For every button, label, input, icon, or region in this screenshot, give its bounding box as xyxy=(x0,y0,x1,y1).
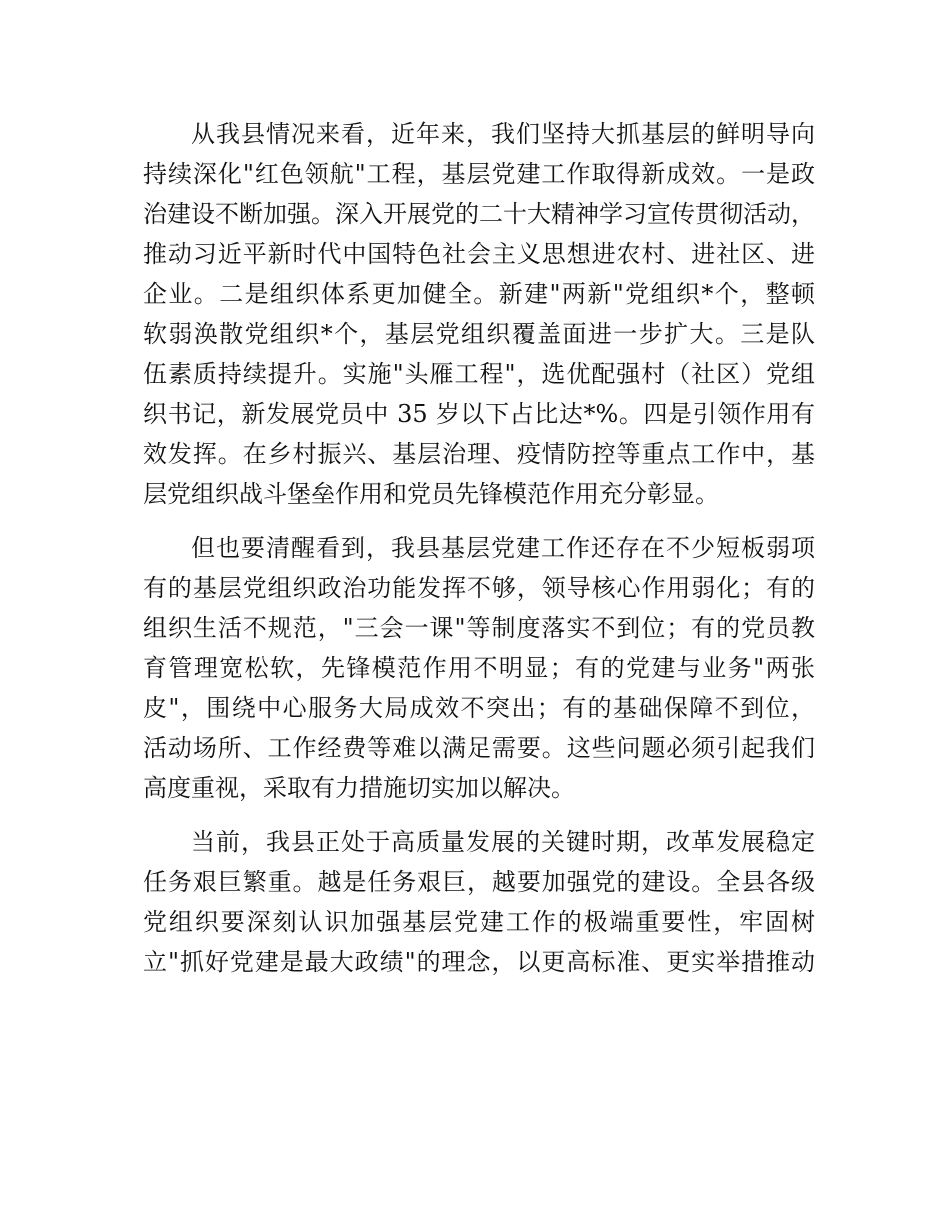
text-line: 企业。二是组织体系更加健全。新建"两新"党组织*个，整顿 xyxy=(143,280,815,308)
text-line: 软弱涣散党组织*个，基层党组织覆盖面进一步扩大。三是队 xyxy=(143,320,815,348)
paragraph-shortcomings xyxy=(143,528,815,808)
text-line: 效发挥。在乡村振兴、基层治理、疫情防控等重点工作中，基 xyxy=(143,440,815,468)
text-line: 从我县情况来看，近年来，我们坚持大抓基层的鲜明导向 xyxy=(191,120,815,148)
text-line: 持续深化"红色领航"工程，基层党建工作取得新成效。一是政 xyxy=(143,160,815,188)
text-line: 活动场所、工作经费等难以满足需要。这些问题必须引起我们 xyxy=(143,734,815,762)
text-line: 皮"，围绕中心服务大局成效不突出；有的基础保障不到位， xyxy=(143,694,815,722)
paragraph-current-situation xyxy=(143,822,815,982)
text-line: 当前，我县正处于高质量发展的关键时期，改革发展稳定 xyxy=(191,828,815,856)
text-line: 组织生活不规范，"三会一课"等制度落实不到位；有的党员教 xyxy=(143,614,815,642)
text-line: 党组织要深刻认识加强基层党建工作的极端重要性，牢固树 xyxy=(143,908,815,936)
paragraph-current-achievements xyxy=(143,114,815,514)
text-line: 有的基层党组织政治功能发挥不够，领导核心作用弱化；有的 xyxy=(143,574,815,602)
text-line: 治建设不断加强。深入开展党的二十大精神学习宣传贯彻活动， xyxy=(143,200,815,228)
document-body xyxy=(143,114,815,996)
text-line: 伍素质持续提升。实施"头雁工程"，选优配强村（社区）党组 xyxy=(143,360,815,388)
text-line: 立"抓好党建是最大政绩"的理念，以更高标准、更实举措推动 xyxy=(143,948,815,976)
text-line: 层党组织战斗堡垒作用和党员先锋模范作用充分彰显。 xyxy=(143,480,719,508)
text-line: 育管理宽松软，先锋模范作用不明显；有的党建与业务"两张 xyxy=(143,654,815,682)
text-line: 高度重视，采取有力措施切实加以解决。 xyxy=(143,774,575,802)
text-line: 但也要清醒看到，我县基层党建工作还存在不少短板弱项 xyxy=(191,534,815,562)
text-line: 任务艰巨繁重。越是任务艰巨，越要加强党的建设。全县各级 xyxy=(143,868,815,896)
text-line: 织书记，新发展党员中 35 岁以下占比达*%。四是引领作用有 xyxy=(143,400,815,428)
text-line: 推动习近平新时代中国特色社会主义思想进农村、进社区、进 xyxy=(143,240,815,268)
